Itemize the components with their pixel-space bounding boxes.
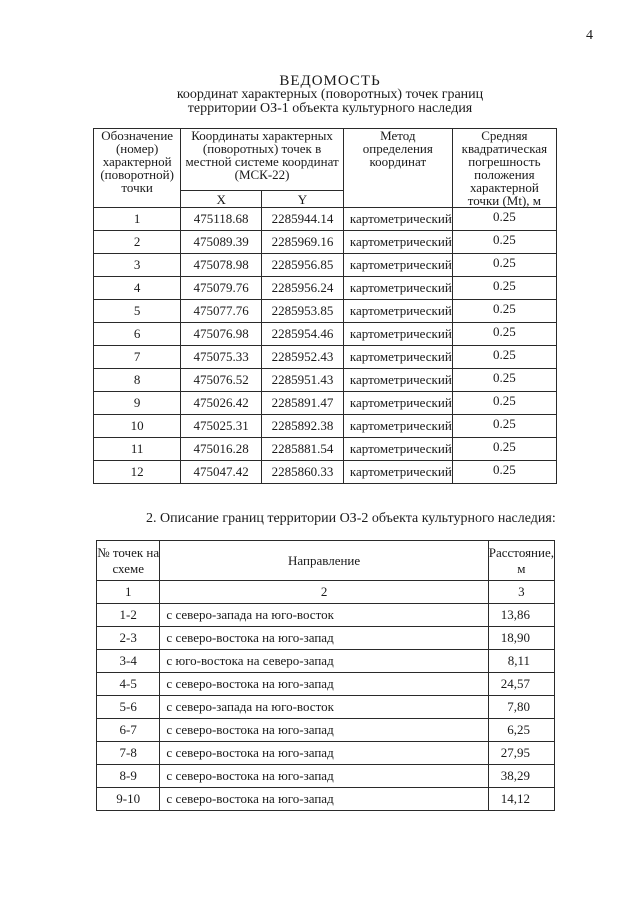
x-cell: 475118.68 [181, 208, 262, 231]
y-cell: 2285956.24 [262, 277, 344, 300]
table-row [94, 231, 557, 254]
table-row [97, 650, 555, 673]
point-number-cell: 4 [94, 277, 181, 300]
header-direction: Направление [160, 541, 488, 581]
table-row [97, 604, 555, 627]
y-cell: 2285944.14 [262, 208, 344, 231]
x-cell: 475025.31 [181, 415, 262, 438]
x-cell: 475076.98 [181, 323, 262, 346]
method-cell: картометрический [343, 254, 452, 277]
direction-cell: с северо-востока на юго-запад [160, 719, 488, 742]
header-points: № точек на схеме [97, 541, 160, 581]
section-2-heading: 2. Описание границ территории ОЗ-2 объекта культурного наследия: [146, 511, 556, 526]
direction-cell: с северо-запада на юго-восток [160, 696, 488, 719]
header-designation: Обозначение (номер) характерной (поворотной) точки [94, 129, 181, 208]
y-cell: 2285892.38 [262, 415, 344, 438]
direction-cell: с северо-востока на юго-запад [160, 742, 488, 765]
method-cell: картометрический [343, 231, 452, 254]
table-row [97, 742, 555, 765]
method-cell: картометрический [343, 461, 452, 484]
x-cell: 475089.39 [181, 231, 262, 254]
header-coordinates: Координаты характерных (поворотных) точек в местной системе координат (МСК-22) [181, 129, 344, 191]
x-cell: 475077.76 [181, 300, 262, 323]
y-cell: 2285954.46 [262, 323, 344, 346]
points-cell: 3-4 [97, 650, 160, 673]
point-number-cell: 1 [94, 208, 181, 231]
method-cell: картометрический [343, 277, 452, 300]
table-row [97, 765, 555, 788]
table-row [94, 277, 557, 300]
points-cell: 8-9 [97, 765, 160, 788]
boundary-description-table [96, 540, 555, 811]
points-cell: 4-5 [97, 673, 160, 696]
direction-cell: с северо-востока на юго-запад [160, 765, 488, 788]
x-cell: 475047.42 [181, 461, 262, 484]
table-row [97, 788, 555, 811]
coordinates-table [93, 128, 557, 484]
table-row [94, 369, 557, 392]
distance-cell: 7,80 [488, 696, 554, 719]
point-number-cell: 12 [94, 461, 181, 484]
title-line-2: координат характерных (поворотных) точек границ [176, 87, 484, 102]
y-cell: 2285881.54 [262, 438, 344, 461]
points-cell: 5-6 [97, 696, 160, 719]
points-cell: 7-8 [97, 742, 160, 765]
y-cell: 2285953.85 [262, 300, 344, 323]
accuracy-cell: 0.25 [452, 346, 556, 369]
table-row [94, 254, 557, 277]
title-line-3: территории ОЗ-1 объекта культурного наследия [187, 101, 473, 116]
distance-cell: 8,11 [488, 650, 554, 673]
y-cell: 2285969.16 [262, 231, 344, 254]
y-cell: 2285891.47 [262, 392, 344, 415]
table-row [94, 461, 557, 484]
method-cell: картометрический [343, 392, 452, 415]
header-y: Y [262, 191, 344, 208]
direction-cell: с северо-запада на юго-восток [160, 604, 488, 627]
distance-cell: 24,57 [488, 673, 554, 696]
col-number-2: 2 [160, 581, 488, 604]
accuracy-cell: 0.25 [452, 369, 556, 392]
accuracy-cell: 0.25 [452, 323, 556, 346]
distance-cell: 6,25 [488, 719, 554, 742]
accuracy-cell: 0.25 [452, 438, 556, 461]
accuracy-cell: 0.25 [452, 208, 556, 231]
table-row [94, 415, 557, 438]
distance-cell: 27,95 [488, 742, 554, 765]
accuracy-cell: 0.25 [452, 231, 556, 254]
method-cell: картометрический [343, 300, 452, 323]
x-cell: 475026.42 [181, 392, 262, 415]
table-row [97, 719, 555, 742]
table-row [94, 392, 557, 415]
point-number-cell: 11 [94, 438, 181, 461]
point-number-cell: 3 [94, 254, 181, 277]
header-distance: Расстояние, м [488, 541, 554, 581]
x-cell: 475079.76 [181, 277, 262, 300]
method-cell: картометрический [343, 208, 452, 231]
col-number-3: 3 [488, 581, 554, 604]
points-cell: 1-2 [97, 604, 160, 627]
y-cell: 2285860.33 [262, 461, 344, 484]
method-cell: картометрический [343, 369, 452, 392]
table-row [94, 346, 557, 369]
col-number-1: 1 [97, 581, 160, 604]
table-row [97, 673, 555, 696]
x-cell: 475075.33 [181, 346, 262, 369]
method-cell: картометрический [343, 438, 452, 461]
direction-cell: с северо-востока на юго-запад [160, 627, 488, 650]
method-cell: картометрический [343, 415, 452, 438]
y-cell: 2285952.43 [262, 346, 344, 369]
table-row [97, 627, 555, 650]
table-row [94, 300, 557, 323]
points-cell: 6-7 [97, 719, 160, 742]
method-cell: картометрический [343, 346, 452, 369]
header-x: X [181, 191, 262, 208]
y-cell: 2285951.43 [262, 369, 344, 392]
x-cell: 475076.52 [181, 369, 262, 392]
distance-cell: 18,90 [488, 627, 554, 650]
point-number-cell: 9 [94, 392, 181, 415]
direction-cell: с юго-востока на северо-запад [160, 650, 488, 673]
point-number-cell: 10 [94, 415, 181, 438]
accuracy-cell: 0.25 [452, 300, 556, 323]
x-cell: 475078.98 [181, 254, 262, 277]
table-row [94, 323, 557, 346]
y-cell: 2285956.85 [262, 254, 344, 277]
point-number-cell: 7 [94, 346, 181, 369]
title-line-1: ВЕДОМОСТЬ [279, 73, 381, 89]
distance-cell: 14,12 [488, 788, 554, 811]
table-row [94, 438, 557, 461]
header-method: Метод определения координат [343, 129, 452, 208]
page-number: 4 [586, 28, 593, 43]
x-cell: 475016.28 [181, 438, 262, 461]
point-number-cell: 8 [94, 369, 181, 392]
distance-cell: 13,86 [488, 604, 554, 627]
distance-cell: 38,29 [488, 765, 554, 788]
point-number-cell: 6 [94, 323, 181, 346]
document-title [100, 74, 560, 116]
accuracy-cell: 0.25 [452, 254, 556, 277]
accuracy-cell: 0.25 [452, 415, 556, 438]
points-cell: 2-3 [97, 627, 160, 650]
direction-cell: с северо-востока на юго-запад [160, 788, 488, 811]
accuracy-cell: 0.25 [452, 277, 556, 300]
points-cell: 9-10 [97, 788, 160, 811]
direction-cell: с северо-востока на юго-запад [160, 673, 488, 696]
header-accuracy: Средняя квадратическая погрешность положения характерной точки (Mt), м [452, 129, 556, 208]
point-number-cell: 2 [94, 231, 181, 254]
accuracy-cell: 0.25 [452, 392, 556, 415]
table-row [94, 208, 557, 231]
method-cell: картометрический [343, 323, 452, 346]
point-number-cell: 5 [94, 300, 181, 323]
accuracy-cell: 0.25 [452, 461, 556, 484]
table-row [97, 696, 555, 719]
